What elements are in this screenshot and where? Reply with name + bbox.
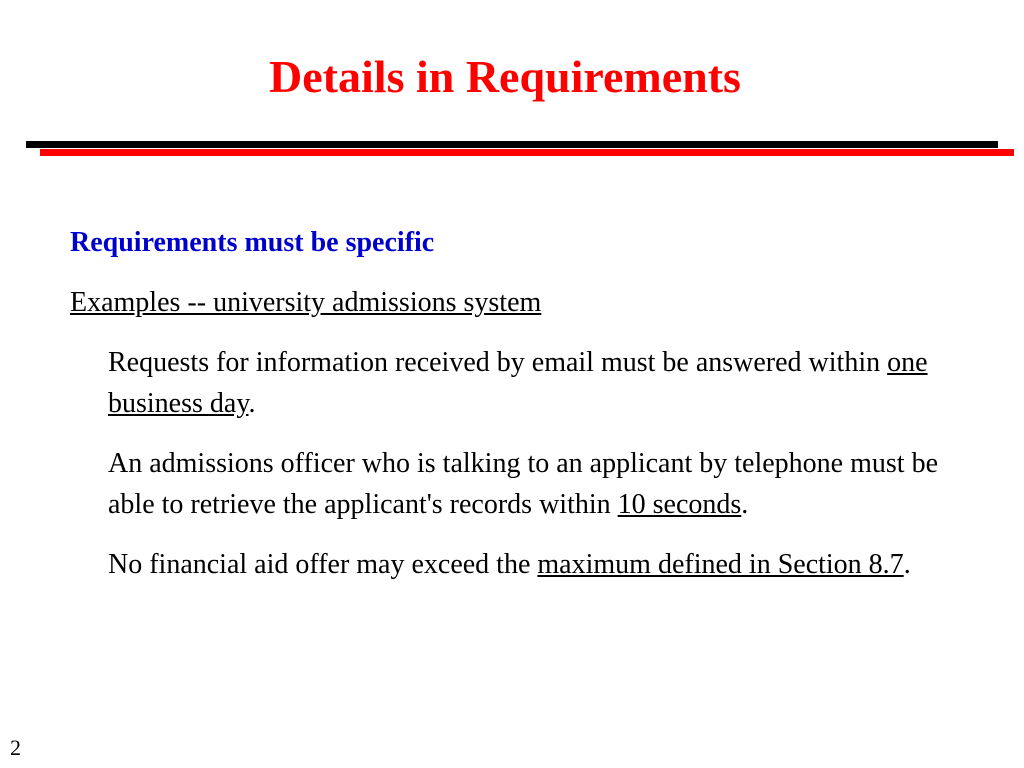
example-punctuation: . — [248, 388, 256, 419]
example-text: An admissions officer who is talking to an applicant by telephone must be able to retrieve the applicant's records within — [108, 448, 938, 520]
example-item — [108, 443, 968, 525]
example-emphasis: 10 seconds — [617, 489, 742, 520]
slide-content — [70, 222, 990, 604]
example-punctuation: . — [741, 489, 749, 520]
example-punctuation: . — [903, 549, 911, 580]
examples-subheading: Examples -- university admissions system — [70, 287, 542, 318]
example-text: Requests for information received by email must be answered within — [108, 347, 888, 378]
example-emphasis: one business day — [108, 347, 928, 419]
title-divider-red — [40, 149, 1014, 156]
example-item — [108, 342, 968, 424]
section-heading: Requirements must be specific — [70, 227, 435, 258]
example-text: No financial aid offer may exceed the — [108, 549, 538, 580]
title-divider-black — [26, 141, 998, 148]
slide-title: Details in Requirements — [269, 51, 741, 102]
example-emphasis: maximum defined in Section 8.7 — [537, 549, 904, 580]
page-number: 2 — [10, 735, 21, 760]
example-item — [108, 544, 968, 585]
